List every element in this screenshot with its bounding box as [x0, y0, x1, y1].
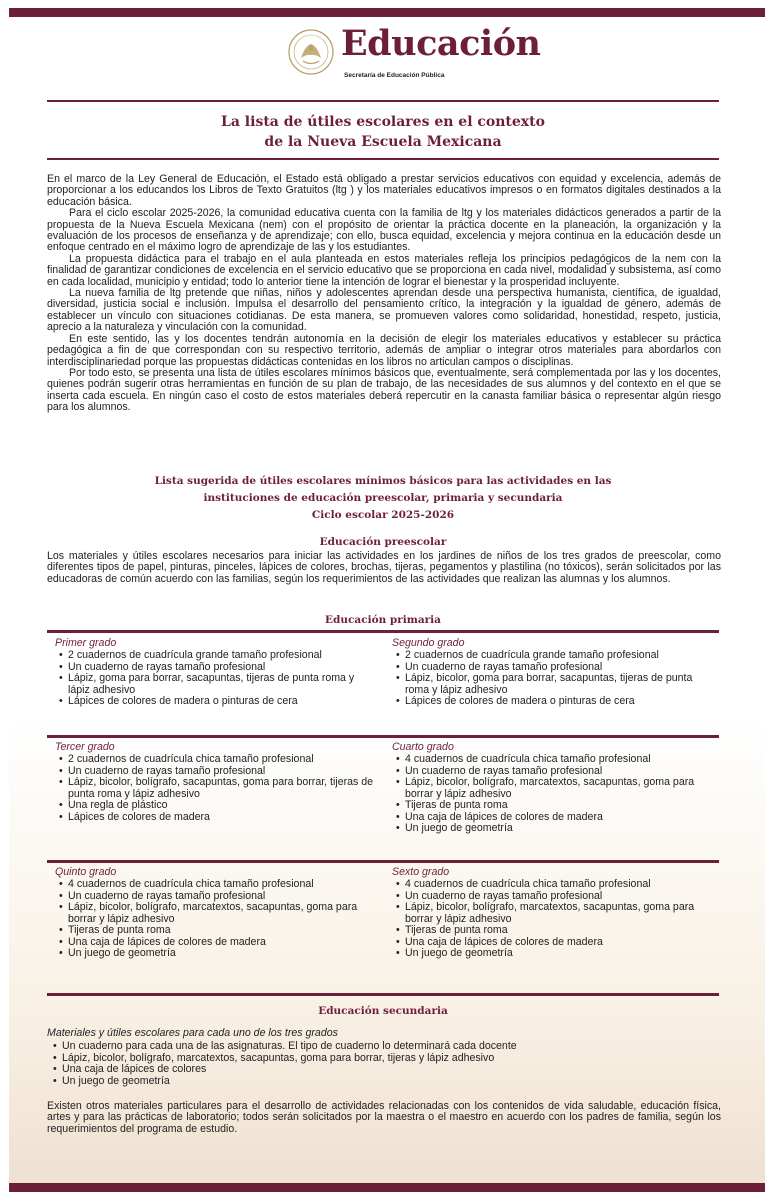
- grade-title: Cuarto grado: [392, 741, 454, 753]
- list-item: • Tijeras de punta roma: [55, 925, 375, 937]
- grade-title: Sexto grado: [392, 866, 450, 878]
- list-item: • Lápiz, bicolor, goma para borrar, sacapuntas, tijeras de punta roma y lápiz adhesivo: [392, 673, 712, 696]
- list-heading-line-1: Lista sugerida de útiles escolares mínimos básicos para las actividades en las: [154, 475, 612, 487]
- grade-block-tercero: [55, 741, 375, 823]
- intro-paragraph: Para el ciclo escolar 2025-2026, la comunidad educativa cuenta con la familia de ltg y los materiales didácticos generados a partir de la propuesta de la Nueva Escuela Mexicana (nem) con el propósito de orientar la práctica docente en la planeación, la organización y la evaluación de los procesos de enseñanza y de aprendizaje; con ello, busca equidad, excelencia y mejora continua en la educación desde un enfoque centrado en el máximo logro de aprendizaje de las y los estudiantes.: [47, 207, 721, 254]
- list-item: • 4 cuadernos de cuadrícula chica tamaño profesional: [392, 754, 712, 766]
- intro-text: [47, 174, 721, 414]
- list-item: • Lápiz, bicolor, bolígrafo, marcatextos, sacapuntas, goma para borrar y lápiz adhesivo: [55, 902, 375, 925]
- primaria-rule-4: [47, 993, 719, 996]
- title-rule-top: [47, 100, 719, 102]
- intro-paragraph: La nueva familia de ltg pretende que niñas, niños y adolescentes aprendan desde una perspectiva humanista, científica, de igualdad, diversidad, justicia social e inclusión. Impulsa el desarrollo del pensamiento crítico, la integración y la igualdad de género, además de establecer un vínculo con situaciones cotidianas. De esta manera, se promueven valores como solidaridad, honestidad, respeto, justicia, aprecio a la naturaleza y vinculación con la comunidad.: [47, 287, 721, 334]
- intro-paragraph: En este sentido, las y los docentes tendrán autonomía en la decisión de elegir los materiales educativos y establecer su práctica pedagógica a fin de que correspondan con su respectivo territorio, además de ampliar o integrar otros materiales para abordarlos con interdisciplinariedad porque las propuestas didácticas contenidas en los libros no articulan campos o disciplinas.: [47, 332, 721, 368]
- list-item: • Un cuaderno de rayas tamaño profesional: [55, 766, 375, 778]
- logo-subtitle: Secretaría de Educación Pública: [344, 72, 445, 79]
- grade-block-segundo: [392, 637, 712, 708]
- list-heading-line-3: Ciclo escolar 2025-2026: [311, 509, 455, 521]
- title-line-1: La lista de útiles escolares en el contexto: [221, 114, 545, 130]
- primaria-heading: Educación primaria: [325, 614, 441, 626]
- list-item: • Un juego de geometría: [49, 1076, 719, 1088]
- list-item: • Un cuaderno de rayas tamaño profesional: [392, 891, 712, 903]
- list-item: • Lápiz, goma para borrar, sacapuntas, tijeras de punta roma y lápiz adhesivo: [55, 673, 375, 696]
- list-item: • Tijeras de punta roma: [392, 925, 712, 937]
- list-item: • Lápices de colores de madera o pinturas de cera: [55, 696, 375, 708]
- list-item: • Una caja de lápices de colores de madera: [55, 937, 375, 949]
- list-item: • Lápices de colores de madera: [55, 812, 375, 824]
- list-heading: [47, 473, 719, 524]
- list-item: • Una caja de lápices de colores: [49, 1064, 719, 1076]
- logo-wordmark: Educación: [341, 23, 541, 64]
- list-item: • Un cuaderno de rayas tamaño profesional: [55, 662, 375, 674]
- list-item: • 2 cuadernos de cuadrícula grande tamaño profesional: [392, 650, 712, 662]
- list-item: • Un juego de geometría: [55, 948, 375, 960]
- list-item: • Tijeras de punta roma: [392, 800, 712, 812]
- preescolar-heading: Educación preescolar: [319, 536, 447, 548]
- list-item: • 2 cuadernos de cuadrícula chica tamaño profesional: [55, 754, 375, 766]
- closing-paragraph: Existen otros materiales particulares para el desarrollo de actividades relacionadas con los contenidos de vida saludable, educación física, artes y para las prácticas de laboratorio; todos serán solicitados por la maestra o el maestro en acuerdo con los padres de familia, según los requerimientos del programa de estudio.: [47, 1100, 721, 1135]
- grade-block-quinto: [55, 866, 375, 960]
- list-item: • Lápices de colores de madera o pinturas de cera: [392, 696, 712, 708]
- list-item: • Lápiz, bicolor, bolígrafo, marcatextos, sacapuntas, goma para borrar y lápiz adhesivo: [392, 777, 712, 800]
- title-line-2: de la Nueva Escuela Mexicana: [264, 134, 502, 150]
- list-item: • Lápiz, bicolor, bolígrafo, sacapuntas, goma para borrar, tijeras de punta roma y lápiz adhesivo: [55, 777, 375, 800]
- secundaria-heading: Educación secundaria: [318, 1005, 448, 1017]
- intro-paragraph: En el marco de la Ley General de Educación, el Estado está obligado a prestar servicios educativos con equidad y excelencia, además de proporcionar a los educandos los Libros de Texto Gratuitos (ltg ) y los materiales educativos impresos o en formatos digitales destinados a la educación básica.: [47, 173, 721, 208]
- top-color-bar: [9, 8, 765, 17]
- primaria-rule-2: [47, 735, 719, 738]
- list-item: • Una regla de plástico: [55, 800, 375, 812]
- grade-block-sexto: [392, 866, 712, 960]
- primaria-rule-1: [47, 630, 719, 633]
- sep-logo: [287, 25, 587, 89]
- list-item: • Un cuaderno de rayas tamaño profesional: [392, 766, 712, 778]
- preescolar-text: [47, 551, 721, 585]
- grade-title: Segundo grado: [392, 637, 465, 649]
- grade-title: Tercer grado: [55, 741, 115, 753]
- list-item: • Una caja de lápices de colores de madera: [392, 937, 712, 949]
- list-item: • Lápiz, bicolor, bolígrafo, marcatextos, sacapuntas, goma para borrar y lápiz adhesivo: [392, 902, 712, 925]
- list-item: • Una caja de lápices de colores de madera: [392, 812, 712, 824]
- list-item: • Un juego de geometría: [392, 948, 712, 960]
- list-item: • Un cuaderno de rayas tamaño profesional: [55, 891, 375, 903]
- page-title: [47, 112, 719, 152]
- grade-block-cuarto: [392, 741, 712, 835]
- list-item: • 2 cuadernos de cuadrícula grande tamaño profesional: [55, 650, 375, 662]
- list-item: • Un juego de geometría: [392, 823, 712, 835]
- list-item: • Un cuaderno para cada una de las asignaturas. El tipo de cuaderno lo determinará cada docente: [49, 1041, 719, 1053]
- secundaria-list: [49, 1041, 719, 1087]
- list-item: • Un cuaderno de rayas tamaño profesional: [392, 662, 712, 674]
- primaria-rule-3: [47, 860, 719, 863]
- list-heading-line-2: instituciones de educación preescolar, primaria y secundaria: [203, 492, 563, 504]
- preescolar-paragraph: Los materiales y útiles escolares necesarios para iniciar las actividades en los jardines de niños de los tres grados de preescolar, como diferentes tipos de papel, pinturas, pinceles, lápices de colores, brochas, tijeras, pegamentos y plastilina (no tóxicos), serán solicitados por las educadoras de común acuerdo con las familias, según los requerimientos de las actividades que realizan las alumnas y los alumnos.: [47, 550, 721, 585]
- intro-paragraph: Por todo esto, se presenta una lista de útiles escolares mínimos básicos que, eventualmente, será complementada por las y los docentes, quienes podrán sugerir otras herramientas en función de su plan de trabajo, de las necesidades de sus alumnos y del contexto en el que se inserta cada escuela. En ningún caso el costo de estos materiales deberá repercutir en la canasta familiar básica o representar algún riesgo para los alumnos.: [47, 366, 721, 414]
- grade-block-primero: [55, 637, 375, 708]
- coat-of-arms-icon: [287, 28, 335, 76]
- document-sheet: [9, 8, 765, 1192]
- title-rule-bottom: [47, 158, 719, 160]
- grade-title: Primer grado: [55, 637, 117, 649]
- list-item: • 4 cuadernos de cuadrícula chica tamaño profesional: [392, 879, 712, 891]
- secundaria-closing: [47, 1101, 721, 1135]
- bottom-color-bar: [9, 1183, 765, 1192]
- intro-paragraph: La propuesta didáctica para el trabajo en el aula planteada en estos materiales refleja los principios pedagógicos de la nem con la finalidad de garantizar condiciones de excelencia en el servicio educativo que se proporciona en cada nivel, modalidad y subsistema, así como en cada localidad, municipio y entidad; todo lo anterior tiene la intención de lograr el bienestar y la prosperidad incluyente.: [47, 252, 721, 288]
- list-item: • Lápiz, bicolor, bolígrafo, marcatextos, sacapuntas, goma para borrar, tijeras y lápiz adhesivo: [49, 1053, 719, 1065]
- grade-title: Quinto grado: [55, 866, 117, 878]
- secundaria-subheading: Materiales y útiles escolares para cada uno de los tres grados: [47, 1027, 338, 1039]
- list-item: • 4 cuadernos de cuadrícula chica tamaño profesional: [55, 879, 375, 891]
